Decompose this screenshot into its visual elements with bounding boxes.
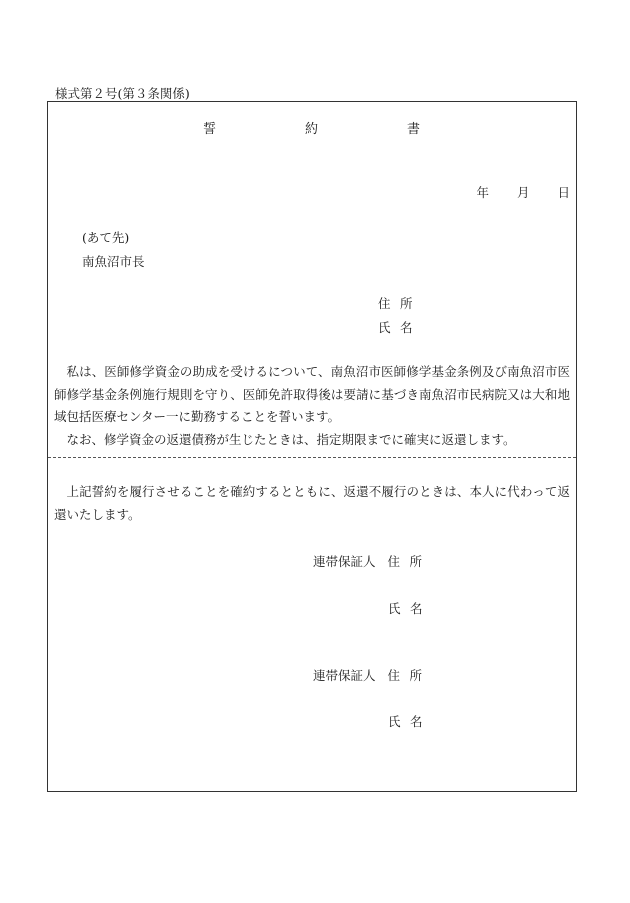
date-month: 月 (516, 185, 530, 200)
date-day: 日 (557, 185, 570, 200)
dashed-divider (48, 457, 576, 458)
guarantor-1-role: 連帯保証人 (313, 554, 376, 569)
guarantor-1-address-row (313, 552, 422, 570)
form-label: 様式第２号(第３条関係) (55, 86, 190, 101)
guarantor-1-address-k1: 住 (387, 554, 401, 569)
guarantor-2-name-label (388, 712, 423, 730)
guarantor-2-name-k1: 氏 (388, 714, 401, 729)
applicant-name-k1: 氏 (378, 320, 391, 335)
pledge-body (54, 361, 570, 451)
addressee-name: 南魚沼市長 (82, 254, 145, 269)
guarantor-2-role: 連帯保証人 (313, 668, 376, 683)
applicant-address-label (378, 294, 413, 312)
document-title (48, 118, 576, 137)
guarantor-1-name-k2: 名 (410, 601, 423, 616)
guarantee-paragraph: 上記誓約を履行させることを確約するとともに、返還不履行のときは、本人に代わって返還いたします。 (54, 484, 570, 522)
guarantor-2-address-row (313, 666, 422, 684)
guarantor-1-name-label (388, 599, 423, 617)
guarantor-1-name-k1: 氏 (388, 601, 401, 616)
date-line (476, 183, 570, 201)
date-year: 年 (476, 185, 489, 200)
addressee-label: (あて先) (82, 230, 130, 245)
applicant-name-k2: 名 (400, 320, 413, 335)
guarantor-2-name-k2: 名 (410, 714, 423, 729)
pledge-paragraph-2: なお、修学資金の返還債務が生じたときは、指定期限までに確実に返還します。 (66, 431, 516, 447)
applicant-address-k2: 所 (400, 296, 413, 311)
title-char-3: 書 (407, 122, 422, 137)
guarantor-2-address-k1: 住 (387, 668, 401, 683)
title-char-1: 誓 (202, 122, 217, 137)
pledge-paragraph-1: 私は、医師修学資金の助成を受けるについて、南魚沼市医師修学基金条例及び南魚沼市医師修学基金条例施行規則を守り、医師免許取得後は要請に基づき南魚沼市民病院又は大和地域包括医療センター一に勤務することを誓います。 (54, 364, 570, 424)
guarantee-body (54, 481, 570, 526)
guarantor-1-address-k2: 所 (409, 554, 423, 569)
applicant-name-label (378, 318, 413, 336)
applicant-address-k1: 住 (378, 296, 391, 311)
title-char-2: 約 (304, 122, 319, 137)
guarantor-2-address-k2: 所 (409, 668, 423, 683)
pledge-form-frame (47, 101, 577, 792)
